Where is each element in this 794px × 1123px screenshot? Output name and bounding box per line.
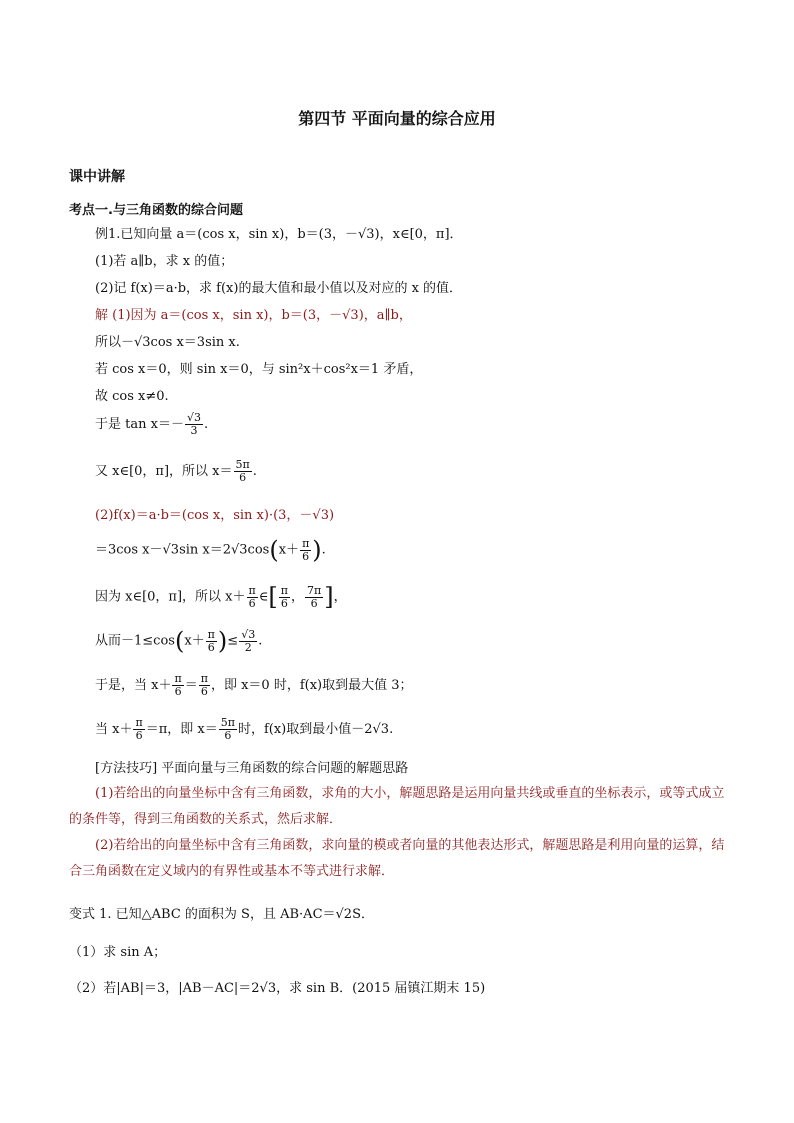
text: ，即 x＝0 时，f(x)取到最大值 3； [210,678,413,693]
text: x＋ [278,542,300,558]
solution-line: 若 cos x＝0，则 sin x＝0，与 sin²x＋cos²x＝1 矛盾， [95,362,423,377]
method-paragraph-2 [69,833,729,885]
numerator: π [174,672,182,685]
text: （2）若 [69,981,117,996]
example-part-2: (2)记 f(x)＝a·b，求 f(x)的最大值和最小值以及对应的 x 的值． [95,281,463,296]
example-statement: 例1.已知向量 a＝(cos x，sin x)，b＝(3，－√3)，x∈[0，π]． [95,227,463,242]
denominator: 6 [224,729,232,742]
variant-statement [69,903,374,922]
fraction [305,585,323,610]
fraction [247,585,258,610]
paren: ( [269,536,279,564]
fraction [199,673,210,698]
solution-line: (2)f(x)＝a·b＝(cos x，sin x)·(3，－√3) [95,508,335,523]
solution-line: 于是 tan x＝－ $\frac{√3}{3}$ . [95,411,209,437]
text: 从而－1≤cos [95,633,175,649]
text: ＝3cos x－√3sin x＝2√3cos [95,542,270,558]
denominator: 6 [239,471,247,484]
bracket: [ [268,583,278,611]
denominator: 6 [135,729,143,742]
example-part-1: (1)若 a∥b，求 x 的值； [95,254,234,269]
solution-line [95,673,413,698]
fraction [234,459,252,484]
solution-line: ＝3cos x－√3sin x＝2√3cos(x＋ $\frac{\pi}{6}$ ). [95,536,326,564]
text: 因为 x∈[0，π]，所以 x＋ [95,589,246,605]
fraction [300,538,311,563]
text: (1)若给出的向量坐标中含有三角函数，求角的大小，解题思路是运用向量共线或垂直的坐标表示，或等式成立的条件等，得到三角函数的关系式，然后求解． [69,786,725,827]
solution-line: 从而－1≤cos(x＋ $\frac{\pi}{6}$ )≤ $\frac{√3}{2}$ . [95,627,263,655]
text: ＝π，即 x＝ [145,722,218,737]
numerator: 7π [307,583,322,597]
denominator: 2 [244,640,252,654]
denominator: 6 [200,685,208,698]
section-heading: 课中讲解 [69,169,125,185]
denominator: 6 [174,685,182,698]
text: 变式 1. 已知△ABC 的面积为 S，且 [69,907,276,922]
denominator: 6 [207,640,215,654]
paren: ) [217,627,228,655]
method-paragraph-1 [69,781,729,833]
variant-part-2 [69,977,485,996]
fraction [219,717,237,742]
text: ∈ [258,589,269,605]
numerator: 5π [220,716,235,729]
numerator: π [200,672,208,685]
denominator: 6 [302,549,310,563]
text: ≤ [227,633,239,649]
text: 于是，当 x＋ [95,678,172,693]
fraction [133,717,144,742]
numerator: 5π [235,458,250,471]
denominator: 6 [280,596,288,610]
text: 于是 tan x＝－ [95,417,184,432]
denominator: 3 [190,424,198,437]
page-title: 第四节 平面向量的综合应用 [298,109,496,128]
solution-line: 又 x∈[0，π]，所以 x＝ $\frac{5\pi}{6}$ . [95,458,257,484]
numerator: √3 [241,627,256,641]
solution-line: 所以－√3cos x＝3sin x. [95,335,240,350]
paren: ) [312,536,322,564]
denominator: 6 [248,596,256,610]
fraction [185,412,203,437]
topic-heading: 考点一.与三角函数的综合问题 [69,203,243,218]
text: 又 x∈[0，π]，所以 x＝ [95,464,233,479]
fraction [206,629,217,654]
text: |AB|＝3，|AB－AC|＝2√3，求 sin B．(2015 届镇江期末 15) [116,981,486,996]
text: 当 x＋ [95,722,133,737]
text: ＝ [184,678,198,693]
solution-line: 因为 x∈[0，π]，所以 x＋ $\frac{\pi}{6}$ ∈[ $\frac{\pi}{6}$ ， $\frac{7\pi}{6}$ ]， [95,583,347,611]
fraction [279,585,290,610]
method-heading: [方法技巧] 平面向量与三角函数的综合问题的解题思路 [95,761,409,776]
numerator: π [207,627,215,641]
paren: ( [174,627,185,655]
numerator: π [248,583,256,597]
denominator: 6 [310,596,318,610]
bracket: ] [324,583,334,611]
fraction [239,629,257,654]
text: 时，f(x)取到最小值－2√3. [237,722,394,737]
numerator: √3 [186,411,201,424]
numerator: π [302,536,310,550]
fraction [172,673,183,698]
text: x＋ [184,633,205,649]
text: (2)若给出的向量坐标中含有三角函数，求向量的模或者向量的其他表达形式，解题思路是利用向量的运算，结合三角函数在定义域内的有界性或基本不等式进行求解． [69,838,725,879]
solution-line: 故 cos x≠0. [95,389,169,404]
variant-part-1: （1）求 sin A； [69,945,167,960]
solution-line [95,717,393,742]
solution-line: 解 (1)因为 a＝(cos x，sin x)，b＝(3，－√3)，a∥b， [95,308,412,323]
text: AB·AC＝√2S． [280,907,374,922]
numerator: π [135,716,143,729]
numerator: π [280,583,288,597]
